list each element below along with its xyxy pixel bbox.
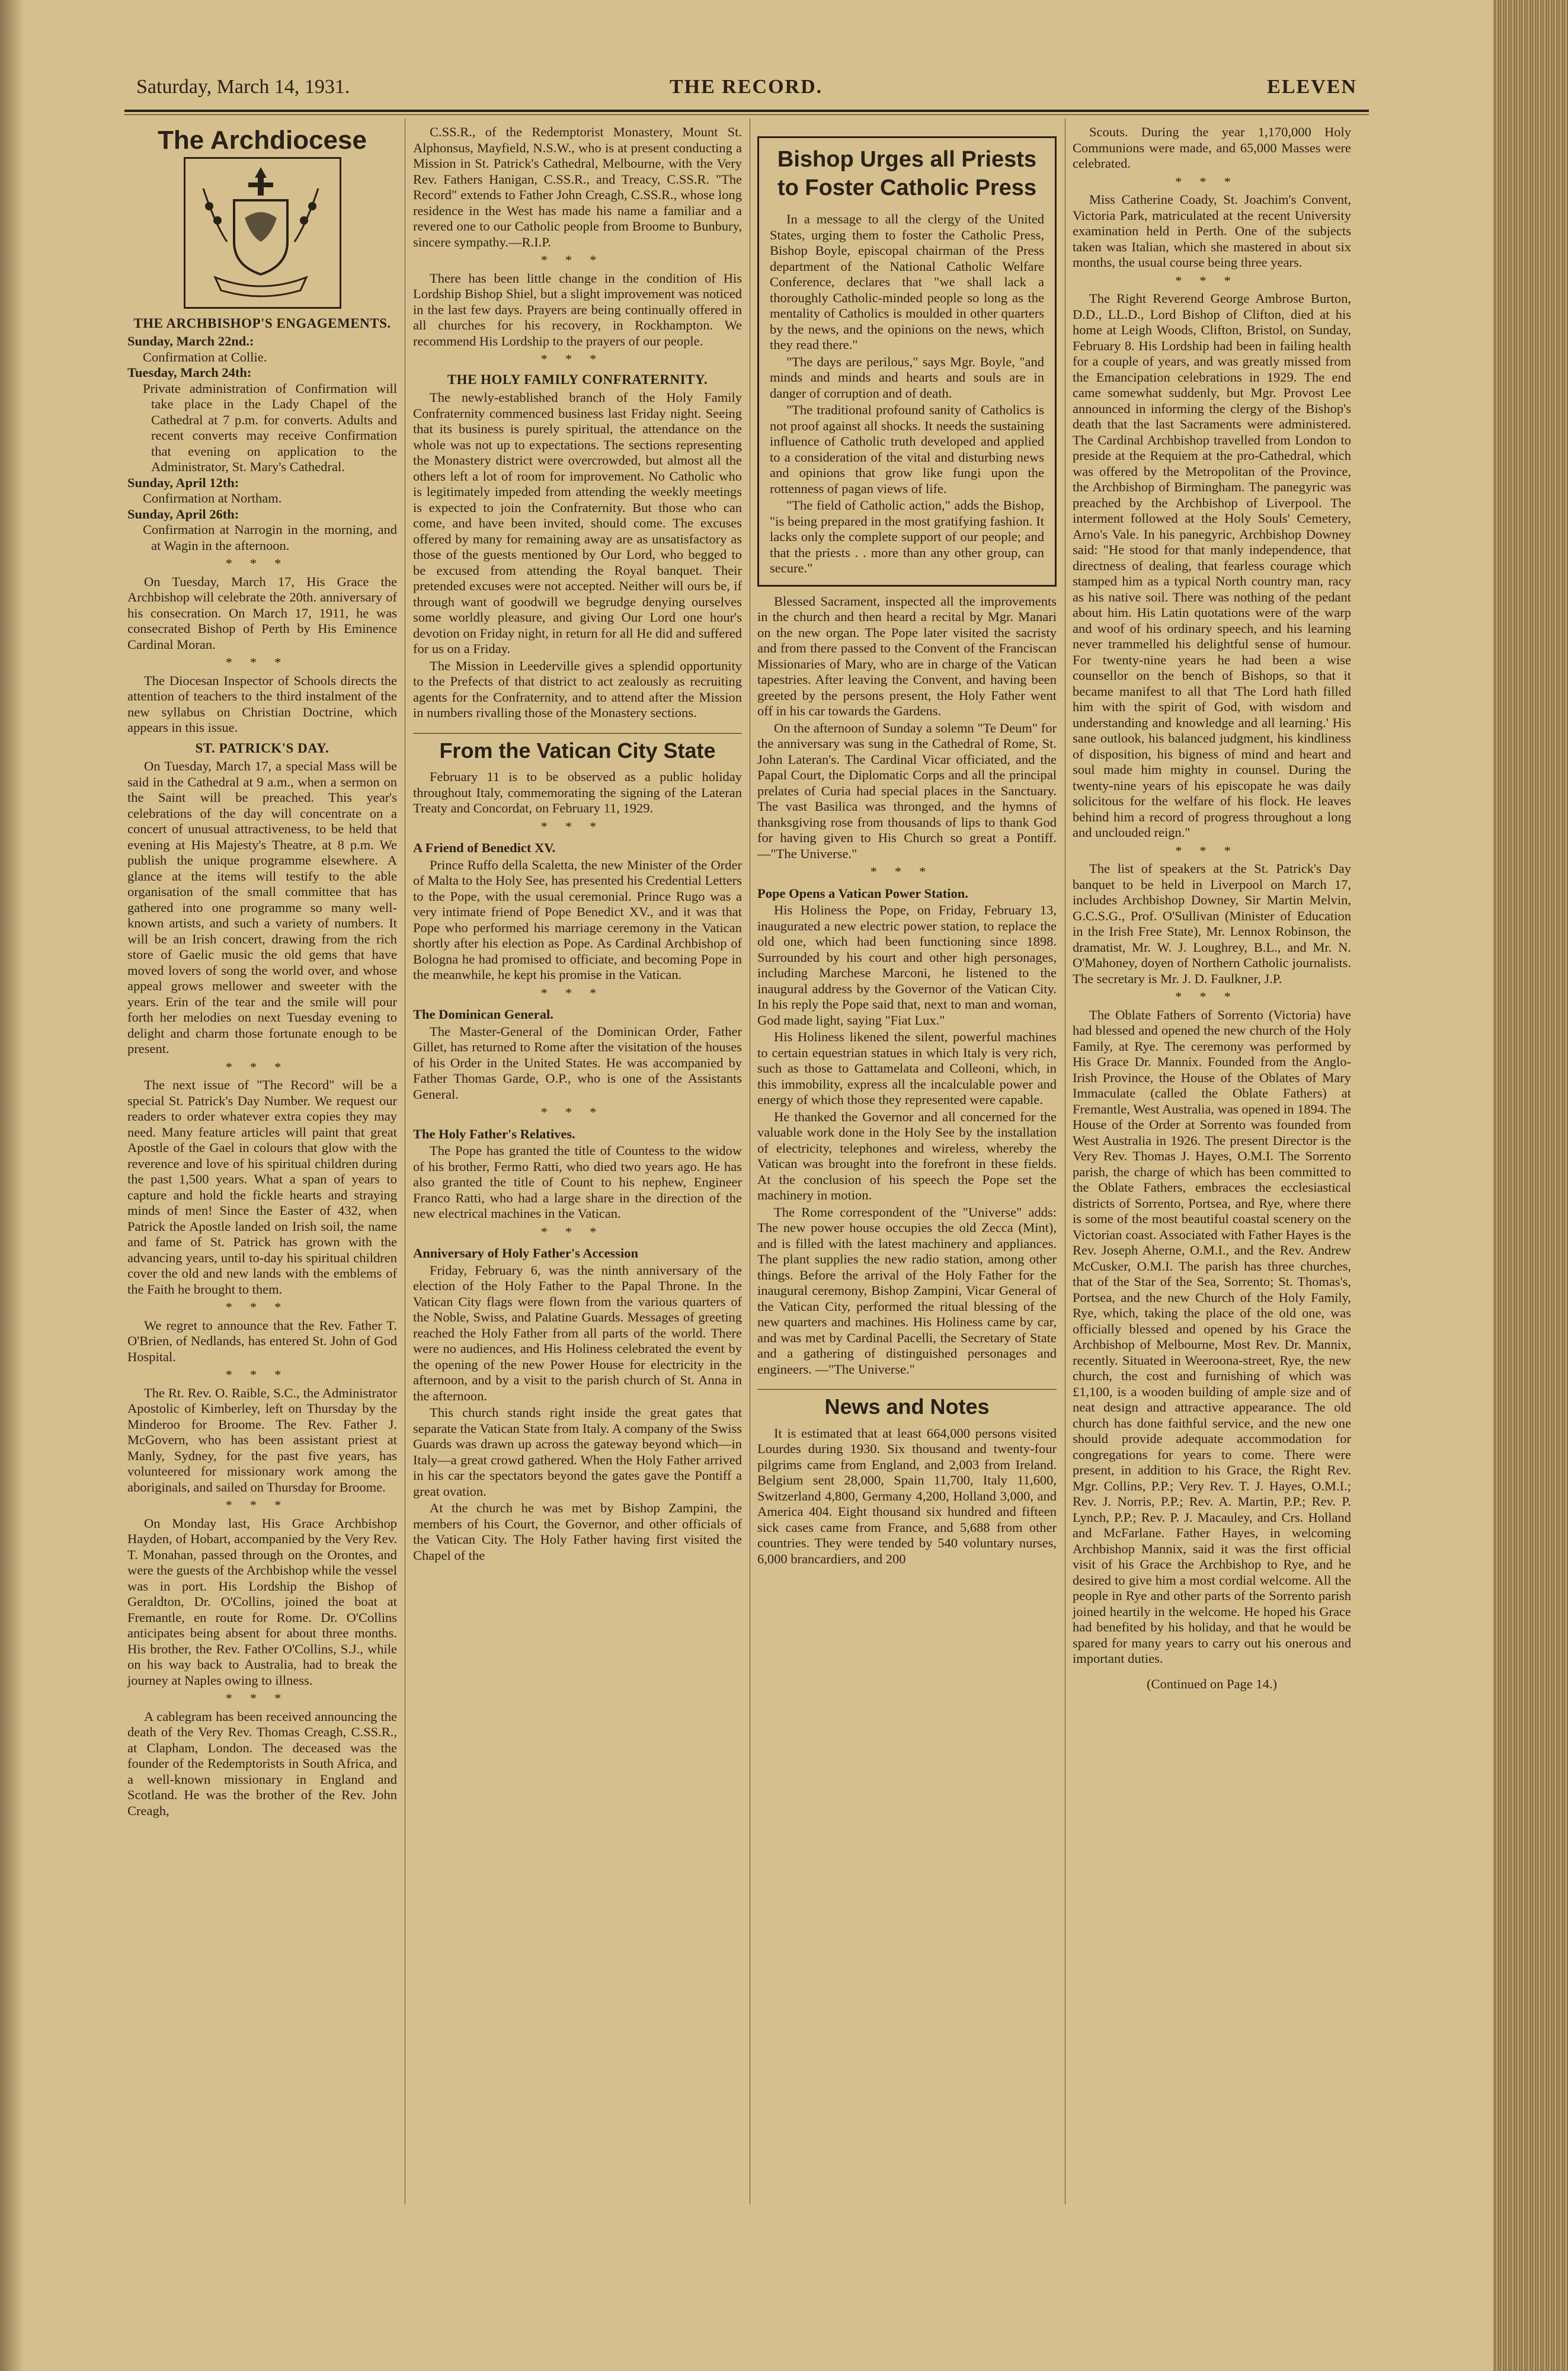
separator-stars: ***	[225, 556, 299, 571]
paragraph: "The days are perilous," says Mgr. Boyle, "and minds and minds and hearts and souls are in danger of corruption and of death.	[770, 354, 1044, 401]
paragraph: At the church he was met by Bishop Zampini, the members of his Court, the Governor, and other officials of the Vatican City. The Holy Father having first visited the Chapel of the	[413, 1500, 742, 1563]
engagement-date: Sunday, April 12th:	[127, 475, 239, 490]
engagement-date: Sunday, April 26th:	[127, 506, 239, 521]
engagement-date: Tuesday, March 24th:	[127, 365, 252, 380]
paragraph: C.SS.R., of the Redemptorist Monastery, Mount St. Alphonsus, Mayfield, N.S.W., who is at present conducting a Mission in St. Patrick's Cathedral, Melbourne, with the Very Rev. Fathers Hanigan, C.SS.R., and Treacy, C.SS.R. "The Record" extends to Father John Creagh, C.SS.R., whose long residence in the West has made his name a familiar and a revered one to our Catholic people from Broome to Bunbury, sincere sympathy.—R.I.P.	[413, 124, 742, 249]
subheading: Anniversary of Holy Father's Accession	[413, 1246, 638, 1260]
paragraph: The Oblate Fathers of Sorrento (Victoria) have had blessed and opened the new church of the Holy Family, at Rye. The ceremony was performed by His Grace Dr. Mannix. Founded from the Anglo-Irish Province, the House of the Oblates of Mary Immaculate (called the Oblate Fathers) at Fremantle, West Australia, was opened in 1894. The House of the Order at Sorrento was founded from West Australia in 1926. The present Director is the Very Rev. Thomas J. Hayes, O.M.I. The Sorrento parish, the charge of which has been committed to the Oblate Fathers, embraces the ecclesiastical districts of Sorrento, Portsea, and Rye, where there is some of the most beautiful coastal scenery on the Victorian coast. Associated with Father Hayes is the Rev. Joseph Aherne, O.M.I., and the Rev. Andrew McCusker, O.M.I. The parish has three churches, that of the Star of the Sea, Sorrento; St. Thomas's, Portsea, and the new Church of the Holy Family, Rye, which, taking the place of the old one, was officially blessed and opened by his Grace the Archbishop of Melbourne, Most Rev. Dr. Mannix, recently. Situated in Weeroona-street, Rye, the new church, the cost and furnishing of which was £1,100, is a wooden building of ample size and of neat design and attractive appearance. The old church has done faithful service, and the new one should provide adequate accommodation for congregations for years to come. There were present, in addition to his Grace, the Right Rev. Mgr. Collins, P.P.; Very Rev. T. J. Hayes, O.M.I.; Rev. J. Norris, P.P.; Rev. A. Martin, P.P.; Rev. P. Lynch, P.P.; Rev. P. J. Macauley, and Crs. Holland and McFarlane. Father Hayes, in welcoming Archbishop Mannix, said it was the first official visit of his Grace the Archbishop to Rye, and he desired to give him a most cordial welcome. All the people in Rye and other parts of the Sorrento parish joined heartily in the welcome. He hoped his Grace had benefited by his holiday, and that he would be spared for many years to carry out his onerous and important duties.	[1073, 1007, 1351, 1666]
separator-stars: ***	[540, 252, 615, 267]
separator-stars: ***	[1175, 989, 1249, 1004]
column-2	[413, 124, 742, 1564]
boxed-article	[757, 136, 1057, 587]
separator-stars: ***	[540, 818, 615, 834]
paragraph: He thanked the Governor and all concerned for the valuable work done in the Holy See by the installation of electricity, telephones and wireless, whereby the Vatican was brought into the forefront in these fields. At the conclusion of his speech the Pope set the machinery in motion.	[757, 1109, 1057, 1202]
paragraph: On the afternoon of Sunday a solemn "Te Deum" for the anniversary was sung in the Cathedral of Rome, St. John Lateran's. The Cardinal Vicar officiated, and the Papal Court, the Diplomatic Corps and all the principal prelates of Curia had special places in the Sanctuary. The vast Basilica was thronged, and the hymns of thanksgiving rose from thousands of lips to thank God for having given to His Church so great a Pontiff.—"The Universe."	[757, 720, 1057, 861]
header-rule-thin	[124, 114, 1369, 115]
paragraph: The Rt. Rev. O. Raible, S.C., the Administrator Apostolic of Kimberley, left on Thursday by the Minderoo for Broome. The Rev. Father J. McGovern, who has been assistant priest at Manly, Sydney, for the past five years, has volunteered for missionary work among the aboriginals, and sailed on Thursday for Broome.	[127, 1385, 397, 1495]
page-header	[136, 76, 1357, 107]
archbishop-crest	[184, 157, 341, 309]
paragraph: We regret to announce that the Rev. Father T. O'Brien, of Nedlands, has entered St. John of God Hospital.	[127, 1317, 397, 1364]
paragraph: Blessed Sacrament, inspected all the improvements in the church and then heard a recital by Mgr. Manari on the new organ. The Pope later visited the sacristy and from there passed to the Convent of the Franciscan Missionaries of Mary, who are in charge of the Vatican tapestries. After leaving the Convent, and having been greeted by the persons present, the Holy Father went off in his car towards the Gardens.	[757, 593, 1057, 718]
separator-stars: ***	[540, 1224, 615, 1239]
subheading: A Friend of Benedict XV.	[413, 840, 556, 855]
paragraph: His Holiness the Pope, on Friday, February 13, inaugurated a new electric power station, to replace the old one, which had been functioning since 1898. Surrounded by his court and other high personages, including Marchese Marconi, he listened to the inaugural address by the Governor of the Vatican City. In his reply the Pope said that, next to man and woman, God made light, saying "Fiat Lux."	[757, 903, 1057, 1028]
paragraph: The next issue of "The Record" will be a special St. Patrick's Day Number. We request our readers to order whatever extra copies they may need. Many feature articles will paint that great Apostle of the Gael in colours that glow with the reverence and love of his spiritual children during the past 1,500 years. What a span of years to capture and hold the fickle hearts and straying minds of men! Since the Easter of 432, when Patrick the Apostle landed on Irish soil, the name and fame of St. Patrick has grown with the advancing years, until to-day his spiritual children cover the old and new lands with the emblems of the Faith he brought to them.	[127, 1077, 397, 1297]
paragraph: The Pope has granted the title of Countess to the widow of his brother, Fermo Ratti, who died two years ago. He has also granted the title of Count to his nephew, Engineer Franco Ratti, who had a large share in the direction of the new electrical machines in the Vatican.	[413, 1143, 742, 1221]
separator-stars: ***	[1175, 273, 1249, 288]
page-edges	[1493, 0, 1568, 2371]
subheading: ST. PATRICK'S DAY.	[195, 740, 329, 756]
engagement-text: Confirmation at Narrogin in the morning, and at Wagin in the afternoon.	[143, 522, 397, 553]
separator-stars: ***	[225, 1367, 299, 1382]
subheading: Pope Opens a Vatican Power Station.	[757, 885, 968, 901]
paragraph: It is estimated that at least 664,000 persons visited Lourdes during 1930. Six thousand and twenty-four pilgrims came from England, and 2,003 from Ireland. Belgium sent 28,000, Spain 11,700, Italy 11,600, Switzerland 4,800, Germany 4,200, Holland 3,000, and America 404. Eight thousand six hundred and fifteen sick cases came from France, and 5,688 from other countries. They were tended by 540 voluntary nurses, 6,000 brancardiers, and 200	[757, 1425, 1057, 1566]
section-title: The Archdiocese	[158, 126, 367, 155]
coat-of-arms-icon	[185, 159, 336, 303]
subheading: The Dominican General.	[413, 1007, 553, 1022]
separator-stars: ***	[225, 655, 299, 670]
paragraph: "The field of Catholic action," adds the Bishop, "is being prepared in the most gratifying fashion. It lacks only the complete support of our people; and that the priests . . more than any other group, can secure."	[770, 498, 1044, 575]
paragraph: This church stands right inside the great gates that separate the Vatican State from Italy. A company of the Swiss Guards was drawn up across the gateway beyond which—in Italy—a great crowd gathered. When the Holy Father arrived in his car the spectators beyond the gates gave the Pontiff a great ovation.	[413, 1405, 742, 1499]
box-title: Bishop Urges all Priests to Foster Catholic Press	[777, 147, 1037, 200]
separator-stars: ***	[225, 1691, 299, 1706]
paragraph: "The traditional profound sanity of Catholics is not proof against all shocks. It needs the sustaining influence of Catholic truth developed and applied to a consideration of the vital and disturbing news and opinions that grow like fungi upon the rottenness of pagan views of life.	[770, 402, 1044, 496]
paragraph: His Holiness likened the silent, powerful machines to certain equestrian statues in which Italy is very rich, such as those to Gattamelata and Colleoni, which, in this immobility, express all the incalculable power and energy of which those they represented were capable.	[757, 1029, 1057, 1107]
section-title: From the Vatican City State	[413, 733, 742, 759]
paragraph: The Right Reverend George Ambrose Burton, D.D., LL.D., Lord Bishop of Clifton, died at his home at Leigh Woods, Clifton, Bristol, on Sunday, February 8. His Lordship had been in failing health for a couple of years, and was greatly missed from the Emancipation celebrations in 1929. The end came somewhat suddenly, but Mgr. Provost Lee announced in informing the clergy of the Bishop's death that the last Sacraments were administered. The Cardinal Archbishop travelled from London to preside at the Requiem at the pro-Cathedral, which was offered by the Metropolitan of the Province, the Archbishop of Birmingham. The panegyric was preached by the Archbishop of Liverpool. The interment followed at the Holy Souls' Cemetery, Arno's Vale. In his panegyric, Archbishop Downey said: "He stood for that manly independence, that directness of dealing, that fearless courage which stamped him as a typical North country man, racy as his native soil. There was nothing of the pedant about him. His Latin quotations were of the warp and woof of his ordinary speech, and his learning never trammelled his delightful sense of humour. For twenty-nine years he had been a wise counsellor on the bench of Bishops, so that it became manifest to all that 'The Lord hath filled him with the spirit of God, with wisdom and understanding and knowledge and all learning.' His sane outlook, his balanced judgment, his kindliness of disposition, his bigness of mind and heart and soul made him mighty in counsel. During the twenty-nine years of his episcopate he was daily solicitous for the welfare of his flock. He leaves behind him a record of progress throughout a long and unclouded reign."	[1073, 291, 1351, 840]
paragraph: There has been little change in the condition of His Lordship Bishop Shiel, but a slight improvement was noticed in the last few days. Prayers are being continually offered in all churches for his recovery, in Rockhampton. We recommend His Lordship to the prayers of our people.	[413, 270, 742, 348]
separator-stars: ***	[1175, 174, 1249, 189]
column-3	[757, 124, 1057, 1568]
page-number: ELEVEN	[1267, 76, 1357, 98]
paragraph: The Rome correspondent of the "Universe" adds: The new power house occupies the old Zecca (Mint), and is filled with the latest machinery and appliances. The plant supplies the new radio station, among other things. Before the arrival of the Holy Father for the inaugural ceremony, Bishop Zampini, Vicar General of the Vatican City, performed the ritual blessing of the new quarters and machines. His Holiness came by car, and was met by Cardinal Pacelli, the Secretary of State and a gathering of distinguished personages and engineers. —"The Universe."	[757, 1204, 1057, 1377]
paragraph: Miss Catherine Coady, St. Joachim's Convent, Victoria Park, matriculated at the recent University examination held in Perth. One of the subjects taken was Italian, which she mastered in about six months, the usual course being three years.	[1073, 192, 1351, 270]
paragraph: Prince Ruffo della Scaletta, the new Minister of the Order of Malta to the Holy See, has presented his Credential Letters to the Pope, with the usual ceremonial. Prince Rugo was a very intimate friend of Pope Benedict XV., and it was that Pope who performed his marriage ceremony in the Vatican shortly after his election as Pope. As Cardinal Archbishop of Bologna he had promised to officiate, and becoming Pope in the meanwhile, he kept his promise in the Vatican.	[413, 857, 742, 982]
separator-stars: ***	[870, 864, 944, 879]
header-rule	[124, 110, 1369, 112]
separator-stars: ***	[540, 1105, 615, 1119]
separator-stars: ***	[225, 1300, 299, 1314]
paragraph: On Tuesday, March 17, a special Mass will be said in the Cathedral at 9 a.m., when a sermon on the Saint will be preached. This year's celebrations of the day will concentrate on a concert of unusual attractiveness, to be held that evening at His Majesty's Theatre, at 8 p.m. We publish the unique programme elsewhere. A glance at the items will testify to the able organisation of the small committee that has gathered into one programme so many well-known artists, and such a variety of numbers. It will be an Irish concert, drawing from the rich store of Gaelic music the old gems that have moved lovers of song the world over, and whose appeal grows mellower and sweeter with the years. Erin of the tear and the smile will pour forth her melodies on next Tuesday evening to delight and charm those fortunate enough to be present.	[127, 759, 397, 1056]
engagement-text: Private administration of Confirmation will take place in the Lady Chapel of the Cathedral at 7 p.m. for converts. Adults and recent converts may receive Confirmation that evening on application to the Administrator, St. Mary's Cathedral.	[143, 380, 397, 474]
subheading: THE HOLY FAMILY CONFRATERNITY.	[447, 372, 708, 387]
separator-stars: ***	[225, 1059, 299, 1074]
engagement-text: Confirmation at Collie.	[143, 349, 267, 364]
engagements-list	[127, 334, 397, 553]
separator-stars: ***	[540, 985, 615, 1000]
column-4	[1073, 124, 1351, 1692]
paragraph: February 11 is to be observed as a public holiday throughout Italy, commemorating the signing of the Lateran Treaty and Concordat, on February 11, 1929.	[413, 769, 742, 815]
issue-date: Saturday, March 14, 1931.	[136, 76, 350, 98]
paragraph: Scouts. During the year 1,170,000 Holy Communions were made, and 65,000 Masses were celebrated.	[1073, 124, 1351, 171]
separator-stars: ***	[1175, 843, 1249, 858]
engagement-text: Confirmation at Northam.	[143, 491, 282, 505]
paragraph: The Master-General of the Dominican Order, Father Gillet, has returned to Rome after the visitation of the houses of his Order in the United States. He was accompanied by Father Thomas Garde, O.P., who is one of the Assistants General.	[413, 1023, 742, 1102]
paragraph: The newly-established branch of the Holy Family Confraternity commenced business last Friday night. Seeing that its business is purely spiritual, the attendance on the whole was not up to expectations. The sections representing the Monastery district were overcrowded, but almost all the others left a lot of room for improvement. No Catholic who is legitimately impeded from attending the weekly meetings is expected to join the Confraternity. But those who can come, and have been invited, should come. The excuses offered by many for remaining away are as unsatisfactory as those of the guests mentioned by Our Lord, who begged to be excused from attending the Royal banquet. Their pretended excuses were not accepted. Neither will ours be, if through want of goodwill we begrudge denying ourselves some worldly pleasure, and giving Our Lord one hour's devotion on Friday night, in return for all He did and suffered for us on a Friday.	[413, 390, 742, 656]
engagements-heading: THE ARCHBISHOP'S ENGAGEMENTS.	[133, 315, 391, 331]
binding-shadow	[0, 0, 24, 2371]
paragraph: On Tuesday, March 17, His Grace the Archbishop will celebrate the 20th. anniversary of his consecration. On March 17, 1911, he was consecrated Bishop of Perth by His Eminence Cardinal Moran.	[127, 574, 397, 652]
paragraph: A cablegram has been received announcing the death of the Very Rev. Thomas Creagh, C.SS.R., at Clapham, London. The deceased was the founder of the Redemptorists in South Africa, and a well-known missionary in England and Scotland. He was the brother of the Rev. John Creagh,	[127, 1708, 397, 1818]
paper-name: THE RECORD.	[670, 76, 823, 98]
separator-stars: ***	[540, 351, 615, 366]
paragraph: In a message to all the clergy of the United States, urging them to foster the Catholic Press, Bishop Boyle, episcopal chairman of the Press department of the National Catholic Welfare Conference, declares that "we shall lack a thoroughly Catholic-minded people so long as the mentality of Catholics is moulded in other quarters by the news, and the opinions on the news, which they read there."	[770, 212, 1044, 352]
paragraph: The list of speakers at the St. Patrick's Day banquet to be held in Liverpool on March 17, includes Archbishop Downey, Sir Martin Melvin, G.C.S.G., Prof. O'Sullivan (Minister of Education in the Irish Free State), Mr. Lennox Robinson, the dramatist, Mr. W. J. Loughrey, B.L., and Mr. N. O'Mahoney, doyen of Northern Catholic journalists. The secretary is Mr. J. D. Faulkner, J.P.	[1073, 861, 1351, 986]
continuation-note: (Continued on Page 14.)	[1147, 1676, 1277, 1691]
paragraph: On Monday last, His Grace Archbishop Hayden, of Hobart, accompanied by the Very Rev. T. Monahan, passed through on the Orontes, and were the guests of the Archbishop while the vessel was in port. His Lordship the Bishop of Geraldton, Dr. O'Collins, joined the boat at Fremantle, en route for Rome. Dr. O'Collins anticipates being absent for about three months. His brother, the Rev. Father O'Collins, S.J., while on his way back to Australia, had to break the journey at Naples owing to illness.	[127, 1515, 397, 1688]
paragraph: Friday, February 6, was the ninth anniversary of the election of the Holy Father to the Papal Throne. In the Vatican City flags were flown from the various quarters of the Noble, Swiss, and Palatine Guards. Messages of greeting reached the Holy Father from all parts of the world. There were no audiences, and His Holiness celebrated the event by the opening of the new Power House for electricity in the afternoon, and by a visit to the parish church of St. Anna in the afternoon.	[413, 1262, 742, 1403]
paragraph: The Diocesan Inspector of Schools directs the attention of teachers to the third instalment of the new syllabus on Christian Doctrine, which appears in this issue.	[127, 673, 397, 735]
section-title: News and Notes	[757, 1389, 1057, 1415]
engagement-date: Sunday, March 22nd.:	[127, 334, 254, 348]
column-1	[127, 124, 397, 1820]
paragraph: The Mission in Leederville gives a splendid opportunity to the Prefects of that district to act zealously as recruiting agents for the Confraternity, and to attend after the Mission in numbers rivalling those of the Monastery sections.	[413, 658, 742, 720]
separator-stars: ***	[225, 1498, 299, 1512]
subheading: The Holy Father's Relatives.	[413, 1126, 575, 1141]
